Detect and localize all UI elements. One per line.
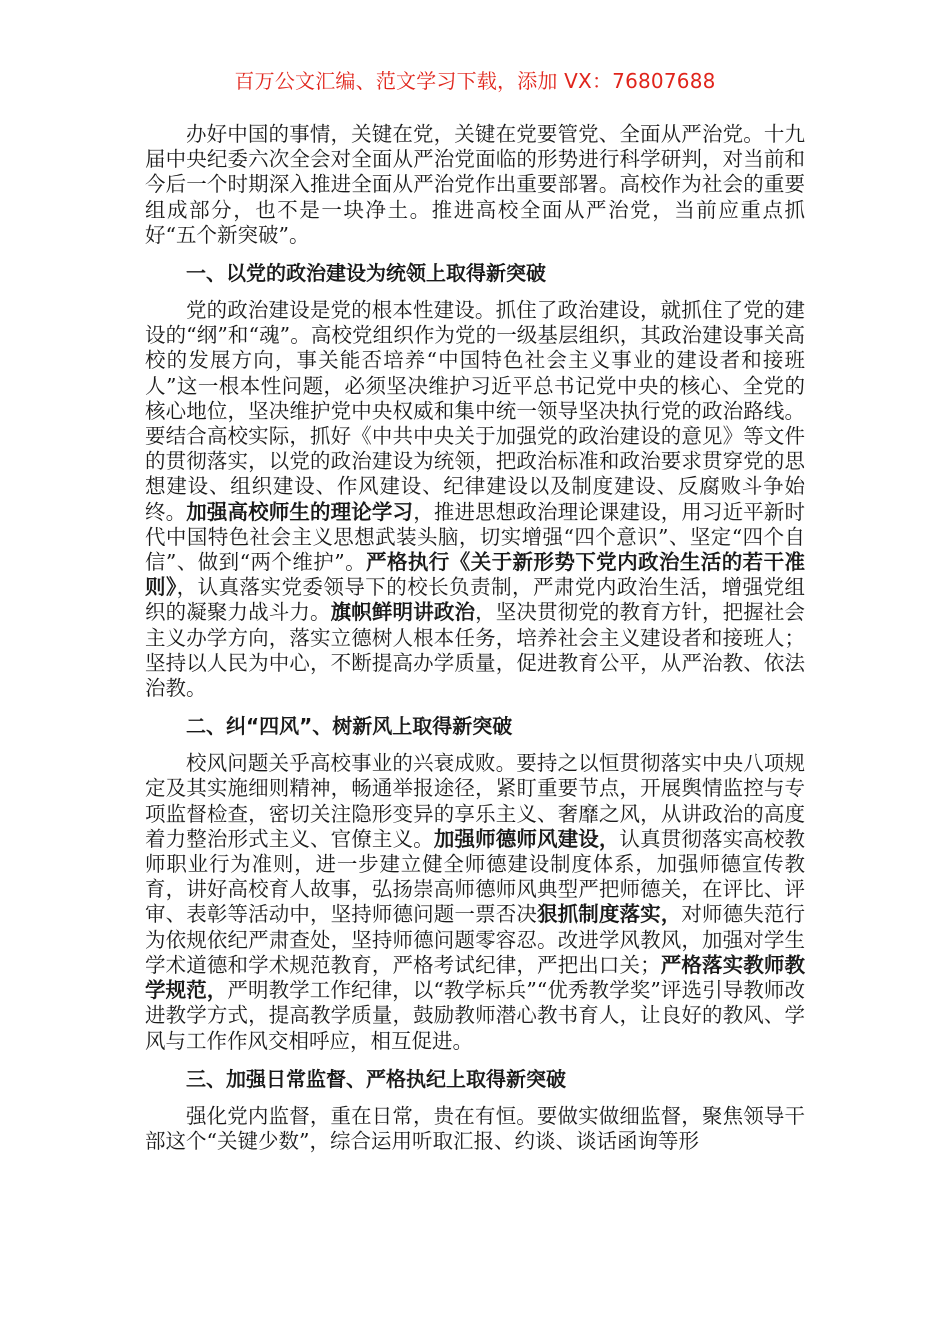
section-3-heading: 三、加强日常监督、严格执纪上取得新突破 — [186, 1066, 566, 1091]
section-1-bold-1: 加强高校师生的理论学习 — [186, 499, 414, 524]
section-2-bold-2: 狠抓制度落实， — [536, 902, 682, 927]
section-2-bold-3: 严格落实教师教学规范， — [145, 952, 806, 1003]
section-2-text-1: 校风问题关乎高校事业的兴衰成败。要持之以恒贯彻落实中央八项规定及其实施细则精神，畅通举报途径，紧盯重要节点，开展舆情监控与专项监督检查，密切关注隐形变异的享乐主义、奢靡之风，从讲政治的高度着力整治形式主义、官僚主义。 — [145, 751, 805, 851]
section-3-paragraph: 强化党内监督，重在日常，贵在有恒。要做实做细监督，聚焦领导干部这个“关键少数”，综合运用听取汇报、约谈、谈话函询等形 — [145, 1103, 805, 1153]
section-1-bold-3: 旗帜鲜明讲政治 — [330, 600, 476, 625]
section-1-heading: 一、以党的政治建设为统领上取得新突破 — [186, 261, 546, 286]
section-1-text-3: ，认真落实党委领导下的校长负责制，严肃党内政治生活，增强党组织的凝聚力战斗力。 — [145, 575, 806, 625]
section-2-heading: 二、纠“四风”、树新风上取得新突破 — [186, 714, 513, 739]
section-1-bold-2: 严格执行《关于新形势下党内政治生活的若干准则》 — [145, 550, 805, 600]
section-1-text-4: ，坚决贯彻党的教育方针，把握社会主义办学方向，落实立德树人根本任务，培养社会主义建设者和接班人；坚持以人民为中心，不断提高办学质量，促进教育公平，从严治教、依法治教。 — [145, 600, 806, 701]
section-1-paragraph — [145, 298, 805, 701]
section-1-text-1: 党的政治建设是党的根本性建设。抓住了政治建设，就抓住了党的建设的“纲”和“魂”。高校党组织作为党的一级基层组织，其政治建设事关高校的发展方向，事关能否培养“中国特色社会主义事业的建设者和接班人”这一根本性问题，必须坚决维护习近平总书记党中央的核心、全党的核心地位，坚决维护党中央权威和集中统一领导坚决执行党的政治路线。要结合高校实际，抓好《中共中央关于加强党的政治建设的意见》等文件的贯彻落实，以党的政治建设为统领，把政治标准和政治要求贯穿党的思想建设、组织建设、作风建设、纪律建设以及制度建设、反腐败斗争始终。 — [145, 298, 805, 524]
article-body — [145, 122, 805, 1154]
download-notice: 百万公文汇编、范文学习下载，添加 VX：76807688 — [234, 69, 716, 93]
intro-paragraph: 办好中国的事情，关键在党，关键在党要管党、全面从严治党。十九届中央纪委六次全会对全面从严治党面临的形势进行科学研判，对当前和今后一个时期深入推进全面从严治党作出重要部署。高校作为社会的重要组成部分，也不是一块净土。推进高校全面从严治党，当前应重点抓好“五个新突破”。 — [145, 122, 805, 247]
section-2-text-3: 对师德失范行为依规依纪严肃查处，坚持师德问题零容忍。改进学风教风，加强对学生学术道德和学术规范教育，严格考试纪律，严把出口关； — [145, 902, 806, 977]
section-2-text-2: 认真贯彻落实高校教师职业行为准则，进一步建立健全师德建设制度体系，加强师德宣传教育，讲好高校育人故事，弘扬崇高师德师风典型严把师德关，在评比、评审、表彰等活动中，坚持师德问题一票否决 — [145, 826, 806, 927]
section-2-text-4: 严明教学工作纪律，以“教学标兵”“优秀教学奖”评选引导教师改进教学方式，提高教学质量，鼓励教师潜心教书育人，让良好的教风、学风与工作作风交相呼应，相互促进。 — [145, 978, 806, 1053]
section-2-bold-1: 加强师德师风建设， — [433, 826, 620, 851]
section-2-paragraph — [145, 751, 805, 1053]
section-1-text-2: ，推进思想政治理论课建设，用习近平新时代中国特色社会主义思想武装头脑，切实增强“四个意识”、坚定“四个自信”、做到“两个维护”。 — [145, 499, 806, 575]
